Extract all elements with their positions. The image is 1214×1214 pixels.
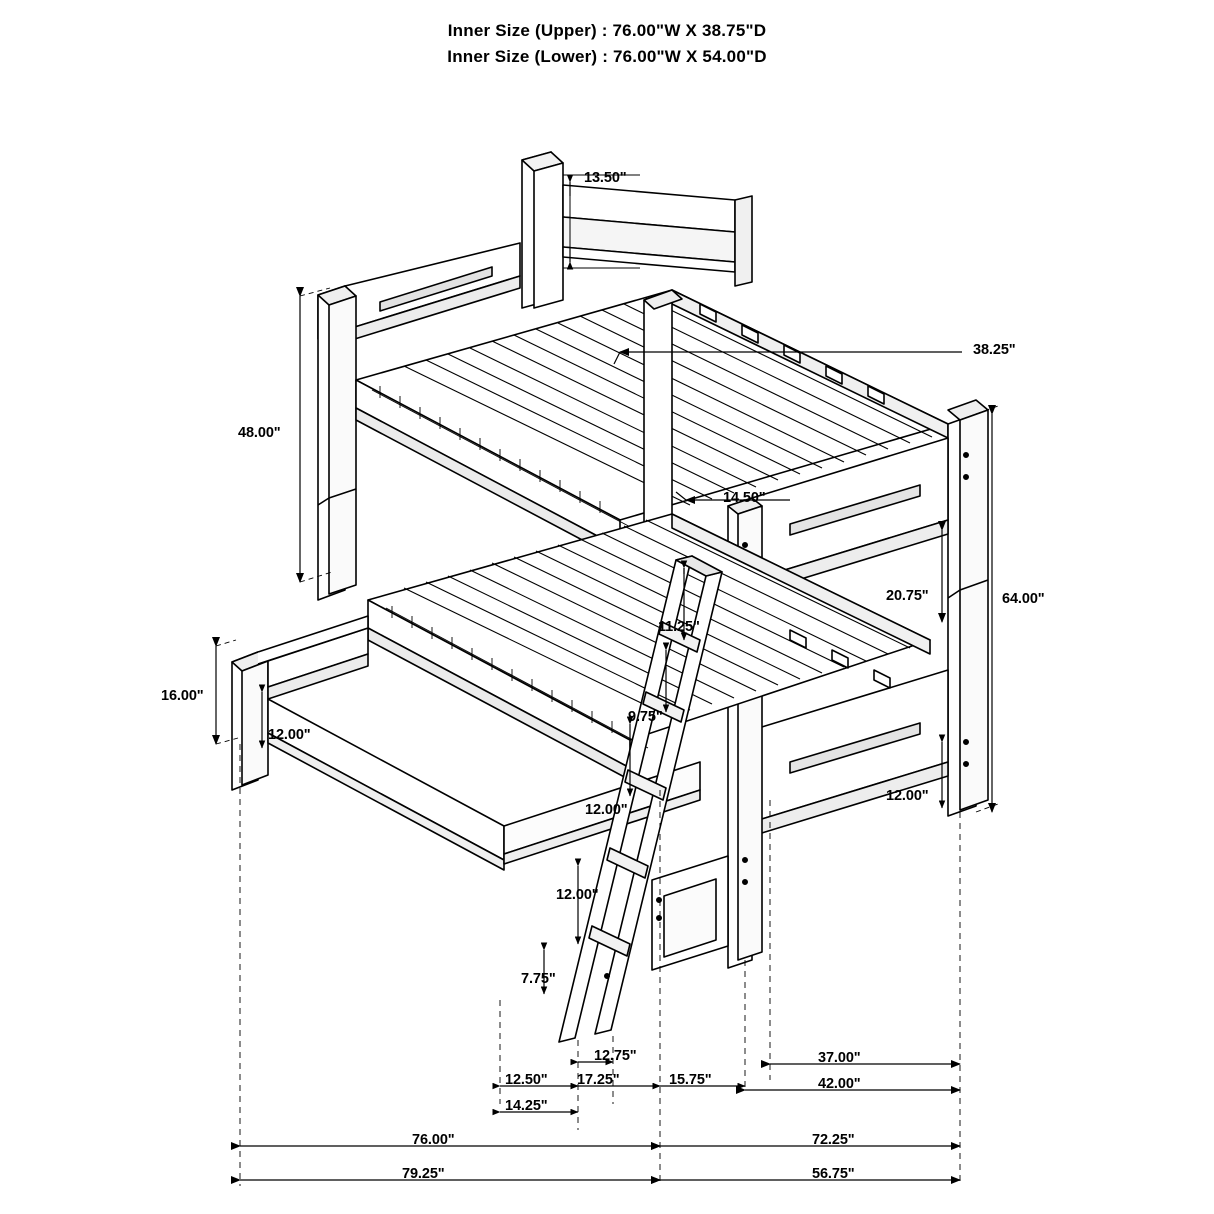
upper-left-post <box>318 286 356 600</box>
label-20-75: 20.75" <box>886 588 929 604</box>
label-12-50: 12.50" <box>505 1072 548 1088</box>
label-12-00-b: 12.00" <box>585 802 628 818</box>
label-9-75: 9.75" <box>628 709 663 725</box>
label-79-25: 79.25" <box>402 1166 445 1182</box>
label-42-00: 42.00" <box>818 1076 861 1092</box>
label-12-75: 12.75" <box>594 1048 637 1064</box>
inner-size-lower-label: Inner Size (Lower) : 76.00"W X 54.00"D <box>447 47 767 66</box>
bunk-bed-illustration <box>232 152 988 1042</box>
label-12-00-d: 12.00" <box>886 788 929 804</box>
label-16-00: 16.00" <box>161 688 204 704</box>
label-37-00: 37.00" <box>818 1050 861 1066</box>
label-14-25: 14.25" <box>505 1098 548 1114</box>
label-64-00: 64.00" <box>1002 591 1045 607</box>
label-11-25: 11.25" <box>658 619 700 635</box>
lower-foot-panel-right <box>652 856 728 970</box>
label-17-25: 17.25" <box>577 1072 620 1088</box>
label-76-00: 76.00" <box>412 1132 455 1148</box>
label-15-75: 15.75" <box>669 1072 712 1088</box>
lower-headboard-right-lower <box>752 670 948 836</box>
right-tall-post <box>948 400 988 816</box>
inner-size-upper-label: Inner Size (Upper) : 76.00"W X 38.75"D <box>447 21 767 40</box>
label-48-00: 48.00" <box>238 425 281 441</box>
label-14-50: 14.50" <box>723 490 766 506</box>
label-56-75: 56.75" <box>812 1166 855 1182</box>
label-7-75: 7.75" <box>521 971 556 987</box>
label-13-50: 13.50" <box>584 170 627 186</box>
label-38-25: 38.25" <box>973 342 1016 358</box>
label-72-25: 72.25" <box>812 1132 855 1148</box>
label-12-00-c: 12.00" <box>556 887 599 903</box>
label-12-00-a: 12.00" <box>268 727 311 743</box>
